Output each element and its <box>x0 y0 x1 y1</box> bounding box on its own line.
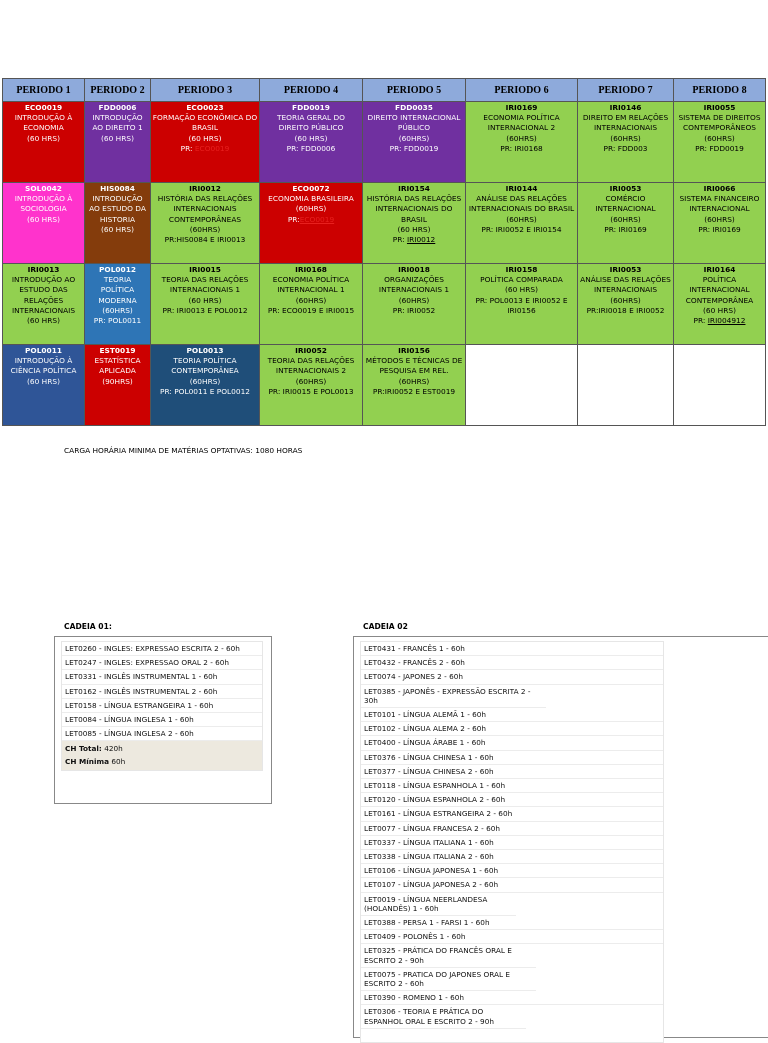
course-code: POL0012 <box>99 265 136 274</box>
course-hours: (60HRS) <box>398 133 430 143</box>
course-row <box>3 102 766 183</box>
list-item: LET0388 - PERSA 1 - FARSI 1 - 60h <box>361 916 663 930</box>
course-hours: (60 HRS) <box>188 133 222 143</box>
course-code: IRI0156 <box>398 346 430 355</box>
course-cell <box>578 264 674 345</box>
course-cell <box>363 264 466 345</box>
course-cell <box>674 102 766 183</box>
prerequisite <box>675 316 764 326</box>
list-item: LET0107 - LÍNGUA JAPONESA 2 - 60h <box>361 878 663 892</box>
prerequisite-value: IRI0168 <box>514 143 543 153</box>
list-item: LET0325 - PRÁTICA DO FRANCÊS ORAL E ESCRITO 2 - 90h <box>361 944 536 967</box>
period-header: PERIODO 1 <box>3 79 85 102</box>
course-code: IRI0012 <box>189 184 221 193</box>
prerequisite <box>261 306 361 316</box>
course-row <box>3 264 766 345</box>
prerequisite-value: IRI0052 <box>406 305 436 315</box>
chain1-box <box>54 636 272 804</box>
prerequisite <box>364 387 464 397</box>
course-code: FDD0019 <box>292 103 330 112</box>
course-hours: (60 HRS) <box>27 133 60 143</box>
prerequisite-value: IRI0015 E POL0013 <box>282 386 354 396</box>
course-cell <box>466 183 578 264</box>
course-title: TEORIA DAS RELAÇÕES INTERNACIONAIS 1 <box>161 275 249 295</box>
list-item: LET0106 - LÍNGUA JAPONESA 1 - 60h <box>361 864 663 878</box>
prerequisite-label: PR: <box>698 224 711 234</box>
list-item: LET0162 - INGLÊS INSTRUMENTAL 2 - 60h <box>62 685 262 699</box>
course-cell <box>3 264 85 345</box>
course-code: IRI0015 <box>189 265 221 274</box>
course-code: FDD0006 <box>98 103 137 112</box>
course-hours: (60 HRS) <box>294 133 328 143</box>
course-title: INTRODUÇÃO À CIÊNCIA POLÍTICA <box>10 356 77 376</box>
course-code: IRI0066 <box>703 184 736 193</box>
prerequisite-value: FDD0019 <box>709 143 744 153</box>
prerequisite-label: PR: <box>500 143 513 153</box>
course-cell <box>260 345 363 426</box>
course-hours: (60 HRS) <box>505 285 538 295</box>
course-title: ESTATÍSTICA APLICADA <box>94 356 141 376</box>
course-cell <box>3 183 85 264</box>
prerequisite-label: PR: <box>481 224 494 234</box>
course-title: MÉTODOS E TÉCNICAS DE PESQUISA EM REL. <box>365 356 463 376</box>
period-header: PERIODO 2 <box>85 79 151 102</box>
prerequisite-label: PR: <box>392 235 405 245</box>
course-code: IRI0154 <box>398 184 430 193</box>
course-hours: (60HRS) <box>506 133 537 143</box>
prerequisite-value: FDD0019 <box>403 143 439 153</box>
course-title: ANÁLISE DAS RELAÇÕES INTERNACIONAIS DO BRASIL <box>468 194 575 214</box>
course-hours: (60 HRS) <box>397 224 431 234</box>
course-code: IRI0169 <box>505 103 538 112</box>
course-code: EST0019 <box>99 346 136 355</box>
course-code: IRI0144 <box>505 184 538 193</box>
course-title: ORGANIZAÇÕES INTERNACIONAIS 1 <box>378 275 450 295</box>
course-hours: (60HRS) <box>610 214 641 224</box>
course-cell <box>466 264 578 345</box>
prerequisite-label: PR: <box>268 386 281 396</box>
course-hours: (60HRS) <box>704 214 735 224</box>
prerequisite-label: PR: <box>695 143 708 153</box>
course-hours: (60 HRS) <box>101 133 134 143</box>
course-cell <box>363 183 466 264</box>
prerequisite-value: ECO0019 <box>194 143 230 153</box>
prerequisite-label: PR: <box>389 143 402 153</box>
course-title: SISTEMA DE DIREITOS CONTEMPORÂNEOS <box>678 113 761 133</box>
course-title: TEORIA POLÍTICA MODERNA <box>98 275 137 305</box>
prerequisite <box>675 144 764 154</box>
prerequisite-value: IRI0169 <box>618 224 647 234</box>
course-cell <box>363 102 466 183</box>
prerequisite <box>579 306 672 316</box>
prerequisite <box>86 316 149 326</box>
list-item: LET0331 - INGLÊS INSTRUMENTAL 1 - 60h <box>62 670 262 684</box>
list-item: LET0074 - JAPONES 2 - 60h <box>361 670 663 684</box>
prerequisite-value: IRI0012 <box>406 235 436 245</box>
course-code: IRI0053 <box>609 265 642 274</box>
course-title: TEORIA DAS RELAÇÕES INTERNACIONAIS 2 <box>267 356 355 376</box>
prerequisite-label: PR: <box>693 316 706 326</box>
prerequisite-label: PR: <box>93 316 106 326</box>
period-header: PERIODO 4 <box>260 79 363 102</box>
course-title: TEORIA POLÍTICA CONTEMPORÂNEA <box>171 356 239 376</box>
prerequisite-value: IRI0013 E POL0012 <box>176 305 248 315</box>
prerequisite-value: POL0011 <box>108 316 142 326</box>
course-hours: (60HRS) <box>295 376 327 386</box>
course-code: HIS0084 <box>100 184 135 193</box>
prerequisite <box>152 144 258 154</box>
prerequisite-label: PR: <box>287 214 300 224</box>
prerequisite <box>364 144 464 154</box>
period-header: PERIODO 6 <box>466 79 578 102</box>
prerequisite <box>261 144 361 154</box>
list-item: LET0161 - LÍNGUA ESTRANGEIRA 2 - 60h <box>361 807 663 821</box>
list-item: LET0077 - LÍNGUA FRANCESA 2 - 60h <box>361 822 663 836</box>
chain2-title: CADEIA 02 <box>363 622 408 631</box>
ch-min-label: CH Mínima <box>65 757 109 767</box>
course-title: SISTEMA FINANCEIRO INTERNACIONAL <box>679 194 760 214</box>
prerequisite-value: IRI0052 E EST0019 <box>384 386 456 396</box>
prerequisite-value: IRI0018 E IRI0052 <box>598 305 665 315</box>
course-title: INTRODUÇÃO À ECONOMIA <box>14 113 73 133</box>
course-hours: (60HRS) <box>610 133 641 143</box>
course-title: POLÍTICA COMPARADA <box>480 275 563 285</box>
course-cell <box>578 102 674 183</box>
prerequisite <box>467 296 576 316</box>
chain1-summary <box>62 741 262 770</box>
prerequisite-value: ECO0019 E IRI0015 <box>282 305 355 315</box>
course-hours: (60HRS) <box>506 214 537 224</box>
list-item: LET0432 - FRANCÊS 2 - 60h <box>361 656 663 670</box>
prerequisite-value: FDD003 <box>617 143 648 153</box>
course-code: POL0011 <box>25 346 62 355</box>
prerequisite <box>675 225 764 235</box>
course-code: ECO0019 <box>24 103 63 112</box>
prerequisite-label: PR: <box>586 305 599 315</box>
course-cell <box>151 345 260 426</box>
chain2-list-container <box>360 641 664 1043</box>
prerequisite-value: FDD0006 <box>300 143 336 153</box>
course-hours: (60 HRS) <box>27 316 60 326</box>
chain2-list <box>361 642 663 1029</box>
list-item: LET0247 - INGLES: EXPRESSAO ORAL 2 - 60h <box>62 656 262 670</box>
course-title: FORMAÇÃO ECONÔMICA DO BRASIL <box>152 113 258 133</box>
list-item: LET0118 - LÍNGUA ESPANHOLA 1 - 60h <box>361 779 663 793</box>
prerequisite-label: PR: <box>286 143 299 153</box>
course-cell <box>674 183 766 264</box>
ch-total-label: CH Total: <box>65 744 102 754</box>
course-hours: (60 HRS) <box>188 295 222 305</box>
course-hours: (60 HRS) <box>27 214 60 224</box>
course-code: IRI0168 <box>295 265 327 274</box>
list-item: LET0075 - PRATICA DO JAPONES ORAL E ESCRITO 2 - 60h <box>361 968 536 991</box>
course-hours: (90HRS) <box>102 376 133 386</box>
course-hours: (60HRS) <box>610 295 641 305</box>
list-item: LET0337 - LÍNGUA ITALIANA 1 - 60h <box>361 836 663 850</box>
prerequisite <box>152 235 258 245</box>
course-title: ANÁLISE DAS RELAÇÕES INTERNACIONAIS <box>580 275 671 295</box>
period-header: PERIODO 5 <box>363 79 466 102</box>
prerequisite-label: PR: <box>603 143 616 153</box>
ch-total-value: 420h <box>104 744 123 754</box>
list-item: LET0338 - LÍNGUA ITALIANA 2 - 60h <box>361 850 663 864</box>
prerequisite-value: IRI0052 E IRI0154 <box>495 224 562 234</box>
prerequisite <box>152 306 258 316</box>
course-code: IRI0013 <box>27 265 60 274</box>
course-cell <box>466 102 578 183</box>
course-hours: (60HRS) <box>398 295 430 305</box>
prerequisite-label: PR: <box>164 235 177 245</box>
list-item: LET0084 - LÍNGUA INGLESA 1 - 60h <box>62 713 262 727</box>
prerequisite-value: HIS0084 E IRI0013 <box>176 235 246 245</box>
course-cell <box>151 183 260 264</box>
course-cell <box>151 264 260 345</box>
empty-cell <box>466 345 578 426</box>
course-title: INTRODUÇÃO AO DIREITO 1 <box>92 113 143 133</box>
curriculum-table <box>2 78 766 426</box>
prerequisite-label: PR: <box>180 143 193 153</box>
list-item: LET0377 - LÍNGUA CHINESA 2 - 60h <box>361 765 663 779</box>
list-item: LET0385 - JAPONÊS - EXPRESSÃO ESCRITA 2 - 30h <box>361 685 546 708</box>
empty-cell <box>578 345 674 426</box>
course-hours: (60 HRS) <box>703 305 736 315</box>
prerequisite-value: POL0011 E POL0012 <box>174 386 250 396</box>
ch-total <box>65 742 259 755</box>
list-item: LET0102 - LÍNGUA ALEMA 2 - 60h <box>361 722 663 736</box>
prerequisite <box>467 144 576 154</box>
prerequisite <box>579 144 672 154</box>
course-code: IRI0146 <box>609 103 642 112</box>
prerequisite-label: PR: <box>160 386 172 396</box>
course-title: ECONOMIA BRASILEIRA <box>268 194 354 204</box>
period-header: PERIODO 8 <box>674 79 766 102</box>
period-header: PERIODO 3 <box>151 79 260 102</box>
prerequisite-value: ECO0019 <box>299 214 335 224</box>
chain2-box <box>353 636 768 1038</box>
chain1-list <box>62 642 262 741</box>
course-title: INTRODUÇÃO AO ESTUDO DA HISTORIA <box>89 194 146 224</box>
period-header: PERIODO 7 <box>578 79 674 102</box>
prerequisite <box>579 225 672 235</box>
course-title: DIREITO INTERNACIONAL PÚBLICO <box>367 113 461 133</box>
course-cell <box>85 183 151 264</box>
course-title: HISTÓRIA DAS RELAÇÕES INTERNACIONAIS DO BRASIL <box>366 194 462 224</box>
list-item: LET0376 - LÍNGUA CHINESA 1 - 60h <box>361 751 663 765</box>
course-cell <box>3 102 85 183</box>
course-code: FDD0035 <box>395 103 433 112</box>
list-item: LET0158 - LÍNGUA ESTRANGEIRA 1 - 60h <box>62 699 262 713</box>
course-code: IRI0164 <box>703 265 736 274</box>
list-item: LET0409 - POLONÊS 1 - 60h <box>361 930 663 944</box>
chain1-title: CADEIA 01: <box>64 622 112 631</box>
prerequisite <box>152 387 258 397</box>
list-item: LET0390 - ROMENO 1 - 60h <box>361 991 663 1005</box>
course-code: POL0013 <box>186 346 224 355</box>
course-cell <box>260 264 363 345</box>
course-title: ECONOMIA POLÍTICA INTERNACIONAL 2 <box>483 113 560 133</box>
course-cell <box>3 345 85 426</box>
optional-hours-note: CARGA HORÁRIA MINIMA DE MATÉRIAS OPTATIVAS: 1080 HORAS <box>64 446 303 455</box>
course-hours: (60HRS) <box>704 133 735 143</box>
prerequisite-label: PR: <box>372 386 385 396</box>
list-item: LET0431 - FRANCÊS 1 - 60h <box>361 642 663 656</box>
prerequisite <box>261 215 361 225</box>
course-hours: (60HRS) <box>398 376 430 386</box>
course-cell <box>260 102 363 183</box>
course-title: TEORIA GERAL DO DIREITO PÚBLICO <box>277 113 345 133</box>
course-hours: (60 HRS) <box>101 224 134 234</box>
course-cell <box>85 264 151 345</box>
course-cell <box>85 102 151 183</box>
course-hours: (60HRS) <box>295 204 327 214</box>
prerequisite-label: PR: <box>162 305 175 315</box>
course-row <box>3 345 766 426</box>
prerequisite-label: PR: <box>392 305 405 315</box>
course-cell <box>363 345 466 426</box>
course-title: DIREITO EM RELAÇÕES INTERNACIONAIS <box>582 113 669 133</box>
prerequisite <box>364 235 464 245</box>
course-cell <box>674 264 766 345</box>
course-cell <box>260 183 363 264</box>
course-title: COMÉRCIO INTERNACIONAL <box>595 194 656 214</box>
course-cell <box>578 183 674 264</box>
list-item: LET0306 - TEORIA E PRÁTICA DO ESPANHOL ORAL E ESCRITO 2 - 90h <box>361 1005 526 1028</box>
prerequisite-label: PR: <box>604 224 617 234</box>
course-code: IRI0158 <box>505 265 538 274</box>
course-cell <box>85 345 151 426</box>
course-code: ECO0023 <box>186 103 224 112</box>
course-hours: (60HRS) <box>102 305 133 315</box>
course-code: SOL0042 <box>25 184 62 193</box>
course-hours: (60HRS) <box>295 295 327 305</box>
course-title: POLÍTICA INTERNACIONAL CONTEMPORÂNEA <box>685 275 754 305</box>
course-title: INTRODUÇÃO AO ESTUDO DAS RELAÇÕES INTERNACIONAIS <box>11 275 76 315</box>
ch-min <box>65 755 259 768</box>
prerequisite <box>467 225 576 235</box>
course-hours: (60 HRS) <box>27 376 60 386</box>
ch-min-value: 60h <box>111 757 126 767</box>
prerequisite <box>261 387 361 397</box>
list-item: LET0019 - LÍNGUA NEERLANDESA (HOLANDÊS) 1 - 60h <box>361 893 516 916</box>
prerequisite-label: PR: <box>267 305 280 315</box>
course-title: ECONOMIA POLÍTICA INTERNACIONAL 1 <box>272 275 350 295</box>
course-row <box>3 183 766 264</box>
course-code: IRI0053 <box>609 184 642 193</box>
prerequisite-label: PR: <box>475 295 488 305</box>
prerequisite-value: IRI004912 <box>707 316 746 326</box>
prerequisite <box>364 306 464 316</box>
chain1-list-container <box>61 641 263 771</box>
period-header-row <box>3 79 766 102</box>
prerequisite-value: IRI0169 <box>712 224 741 234</box>
list-item: LET0260 - INGLES: EXPRESSAO ESCRITA 2 - 60h <box>62 642 262 656</box>
list-item: LET0085 - LÍNGUA INGLESA 2 - 60h <box>62 727 262 741</box>
course-code: ECO0072 <box>292 184 330 193</box>
course-title: HISTÓRIA DAS RELAÇÕES INTERNACIONAIS CONTEMPORÂNEAS <box>157 194 253 224</box>
course-code: IRI0018 <box>398 265 430 274</box>
course-cell <box>151 102 260 183</box>
list-item: LET0120 - LÍNGUA ESPANHOLA 2 - 60h <box>361 793 663 807</box>
course-code: IRI0052 <box>295 346 327 355</box>
empty-cell <box>674 345 766 426</box>
list-item: LET0101 - LÍNGUA ALEMÃ 1 - 60h <box>361 708 663 722</box>
list-item: LET0400 - LÍNGUA ÁRABE 1 - 60h <box>361 736 663 750</box>
course-title: INTRODUÇÃO À SOCIOLOGIA <box>14 194 73 214</box>
course-hours: (60HRS) <box>189 376 221 386</box>
course-code: IRI0055 <box>703 103 736 112</box>
course-hours: (60HRS) <box>189 224 221 234</box>
prerequisite-value: POL0013 E IRI0052 E IRI0156 <box>489 295 568 315</box>
